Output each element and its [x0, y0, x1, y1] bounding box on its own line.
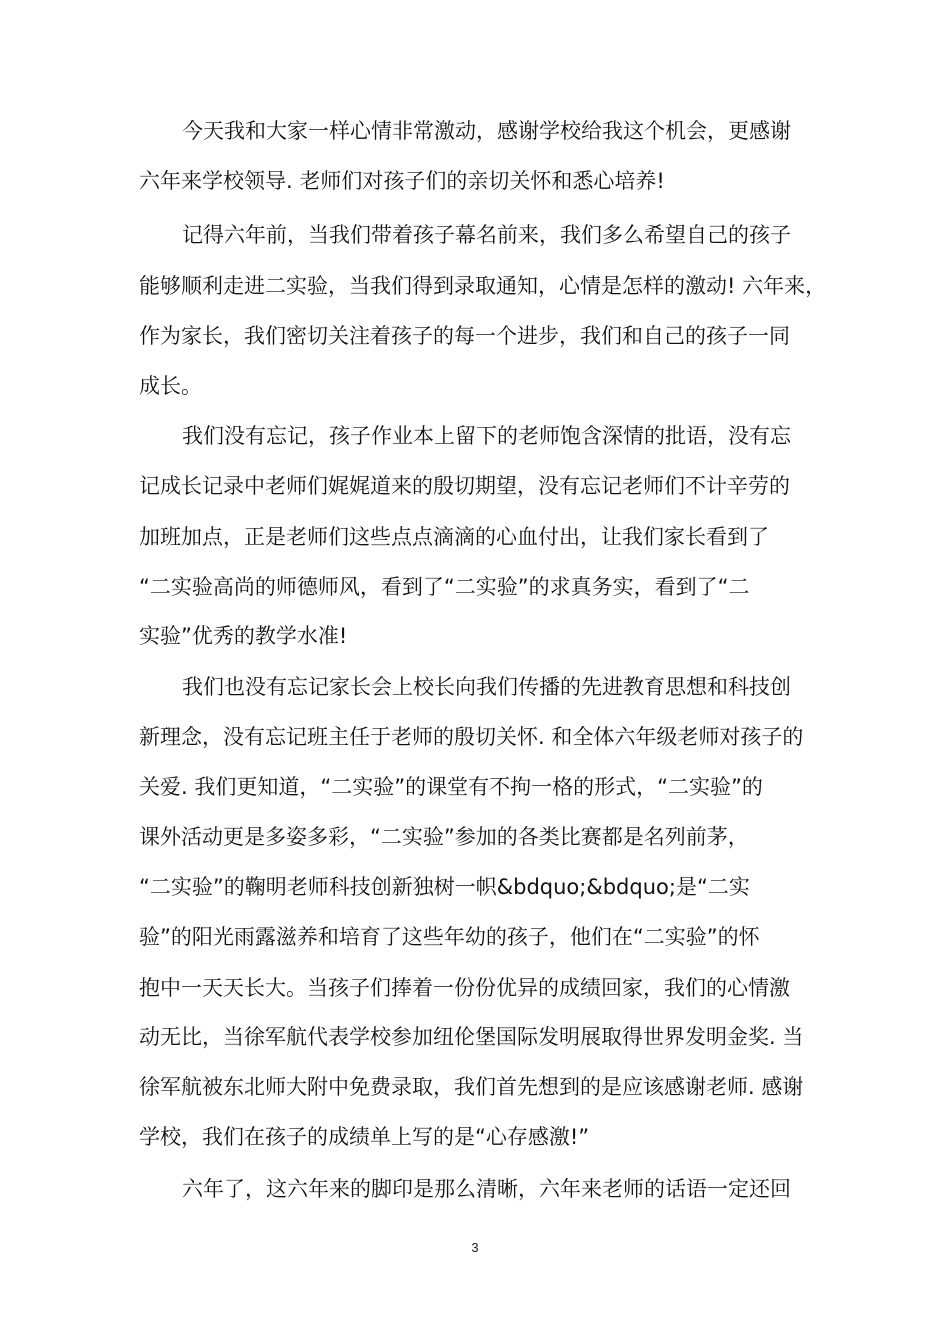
text-line: 验”的阳光雨露滋养和培育了这些年幼的孩子，他们在“二实验”的怀	[139, 925, 760, 949]
text-line: 作为家长，我们密切关注着孩子的每一个进步，我们和自己的孩子一同	[139, 324, 790, 348]
text-line: 学校，我们在孩子的成绩单上写的是“心存感激!”	[139, 1125, 590, 1149]
text-line: 抱中一天天长大。当孩子们捧着一份份优异的成绩回家，我们的心情激	[139, 976, 790, 1000]
text-line: 实验”优秀的教学水准!	[139, 624, 348, 648]
text-line: 六年来学校领导. 老师们对孩子们的亲切关怀和悉心培养!	[139, 169, 665, 193]
text-line: “二实验高尚的师德师风，看到了“二实验”的求真务实，看到了“二	[139, 575, 750, 599]
text-line: 记成长记录中老师们娓娓道来的殷切期望，没有忘记老师们不计辛劳的	[139, 474, 790, 498]
text-line: 我们也没有忘记家长会上校长向我们传播的先进教育思想和科技创	[182, 675, 791, 699]
text-line: 今天我和大家一样心情非常激动，感谢学校给我这个机会，更感谢	[182, 119, 791, 143]
text-line: 徐军航被东北师大附中免费录取，我们首先想到的是应该感谢老师. 感谢	[139, 1075, 804, 1099]
text-line: 课外活动更是多姿多彩，“二实验”参加的各类比赛都是名列前茅，	[139, 825, 749, 849]
text-line: 成长。	[139, 374, 202, 398]
text-line: 动无比，当徐军航代表学校参加纽伦堡国际发明展取得世界发明金奖. 当	[139, 1025, 804, 1049]
text-line: 关爱. 我们更知道，“二实验”的课堂有不拘一格的形式，“二实验”的	[139, 775, 763, 799]
page-number: 3	[471, 1240, 479, 1255]
text-line: “二实验”的鞠明老师科技创新独树一帜&bdquo;&bdquo;是“二实	[139, 875, 750, 899]
text-line: 记得六年前，当我们带着孩子幕名前来，我们多么希望自己的孩子	[182, 223, 791, 247]
text-line: 能够顺利走进二实验，当我们得到录取通知，心情是怎样的激动! 六年来，	[139, 274, 827, 298]
text-line: 加班加点，正是老师们这些点点滴滴的心血付出，让我们家长看到了	[139, 525, 769, 549]
text-line: 新理念，没有忘记班主任于老师的殷切关怀. 和全体六年级老师对孩子的	[139, 725, 804, 749]
text-line: 我们没有忘记，孩子作业本上留下的老师饱含深情的批语，没有忘	[182, 424, 791, 448]
text-line: 六年了，这六年来的脚印是那么清晰，六年来老师的话语一定还回	[182, 1177, 791, 1201]
